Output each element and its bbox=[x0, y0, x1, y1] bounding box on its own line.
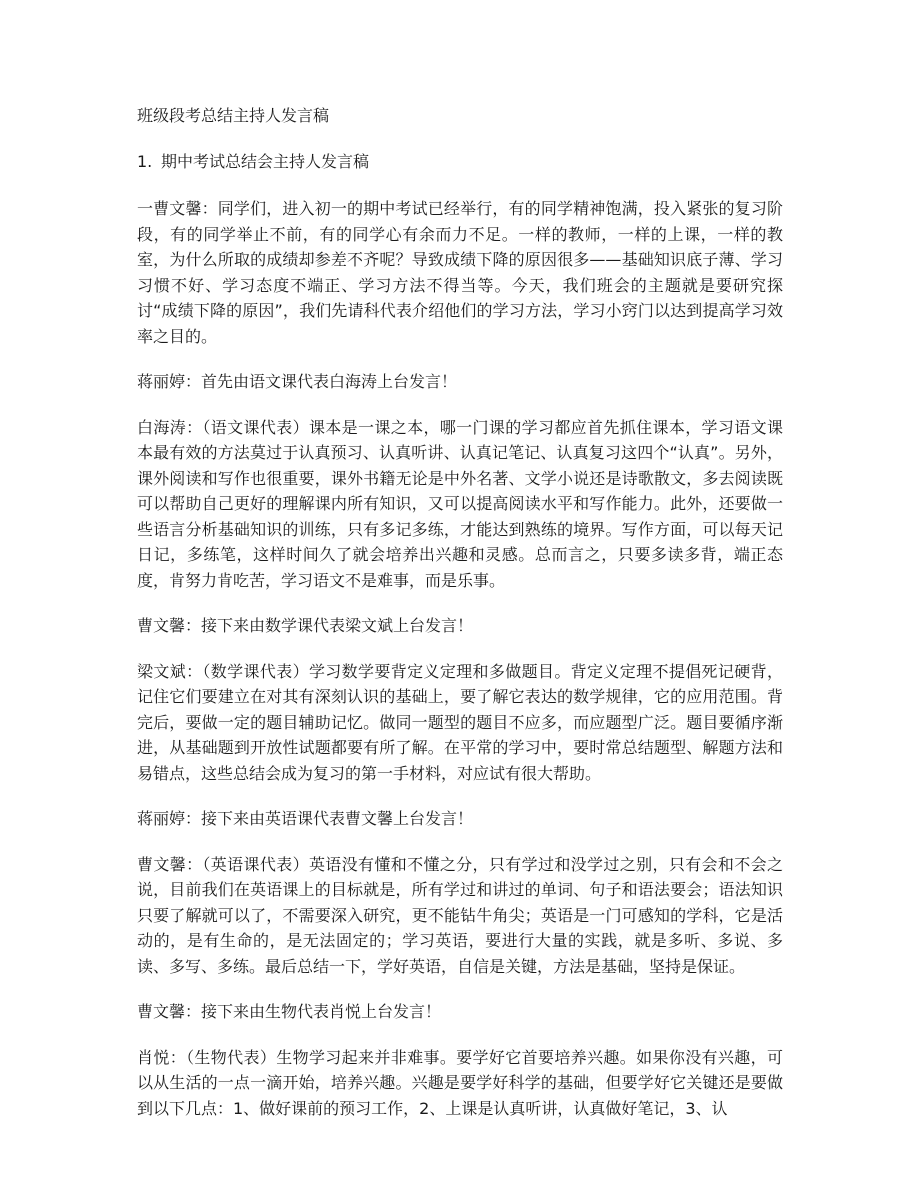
paragraph-biology-speech: 肖悦：（生物代表）生物学习起来并非难事。要学好它首要培养兴趣。如果你没有兴趣，可以从生活的一点一滴开始，培养兴趣。兴趣是要学好科学的基础，但要学好它关键还是要做到以下几点：1、做好课前的预习工作，2、上课是认真听讲，认真做好笔记，3、认 bbox=[137, 1047, 783, 1118]
section-number: 1. bbox=[137, 152, 153, 171]
document-title: 班级段考总结主持人发言稿 bbox=[137, 106, 330, 125]
paragraph-host-chinese: 蒋丽婷：首先由语文课代表白海涛上台发言！ bbox=[137, 372, 458, 391]
paragraph-intro: 一曹文馨：同学们，进入初一的期中考试已经举行，有的同学精神饱满，投入紧张的复习阶段，有的同学举止不前，有的同学心有余而力不足。一样的教师，一样的上课，一样的教室，为什么所取的成绩却参差不齐呢？导致成绩下降的原因很多——基础知识底子薄、学习习惯不好、学习态度不端正、学习方法不得当等。今天，我们班会的主题就是要研究探讨“成绩下降的原因”，我们先请科代表介绍他们的学习方法，学习小窍门以达到提高学习效率之目的。 bbox=[137, 199, 783, 346]
paragraph-english-speech: 曹文馨：（英语课代表）英语没有懂和不懂之分，只有学过和没学过之别，只有会和不会之说，目前我们在英语课上的目标就是，所有学过和讲过的单词、句子和语法要会；语法知识只要了解就可以了，不需要深入研究，更不能钻牛角尖；英语是一门可感知的学科，它是活动的，是有生命的，是无法固定的；学习英语，要进行大量的实践，就是多听、多说、多读、多写、多练。最后总结一下，学好英语，自信是关键，方法是基础，坚持是保证。 bbox=[137, 854, 783, 976]
paragraph-host-english: 蒋丽婷：接下来由英语课代表曹文馨上台发言！ bbox=[137, 809, 474, 828]
document-page bbox=[137, 104, 783, 1141]
paragraph-math-speech: 梁文斌：（数学课代表）学习数学要背定义定理和多做题目。背定义定理不提倡死记硬背，记住它们要建立在对其有深刻认识的基础上，要了解它表达的数学规律，它的应用范围。背完后，要做一定的题目辅助记忆。做同一题型的题目不应多，而应题型广泛。题目要循序渐进，从基础题到开放性试题都要有所了解。在平常的学习中，要时常总结题型、解题方法和易错点，这些总结会成为复习的第一手材料，对应试有很大帮助。 bbox=[137, 661, 783, 783]
paragraph-host-math: 曹文馨：接下来由数学课代表梁文斌上台发言！ bbox=[137, 616, 474, 635]
section-heading bbox=[137, 150, 783, 174]
paragraph-host-biology: 曹文馨：接下来由生物代表肖悦上台发言！ bbox=[137, 1002, 442, 1021]
section-heading-text: 期中考试总结会主持人发言稿 bbox=[161, 152, 370, 171]
paragraph-chinese-speech: 白海涛：（语文课代表）课本是一课之本，哪一门课的学习都应首先抓住课本，学习语文课本最有效的方法莫过于认真预习、认真听讲、认真记笔记、认真复习这四个“认真”。另外，课外阅读和写作也很重要，课外书籍无论是中外名著、文学小说还是诗歌散文，多去阅读既可以帮助自己更好的理解课内所有知识，又可以提高阅读水平和写作能力。此外，还要做一些语言分析基础知识的训练，只有多记多练，才能达到熟练的境界。写作方面，可以每天记日记，多练笔，这样时间久了就会培养出兴趣和灵感。总而言之，只要多读多背，端正态度，肯努力肯吃苦，学习语文不是难事，而是乐事。 bbox=[137, 417, 783, 590]
